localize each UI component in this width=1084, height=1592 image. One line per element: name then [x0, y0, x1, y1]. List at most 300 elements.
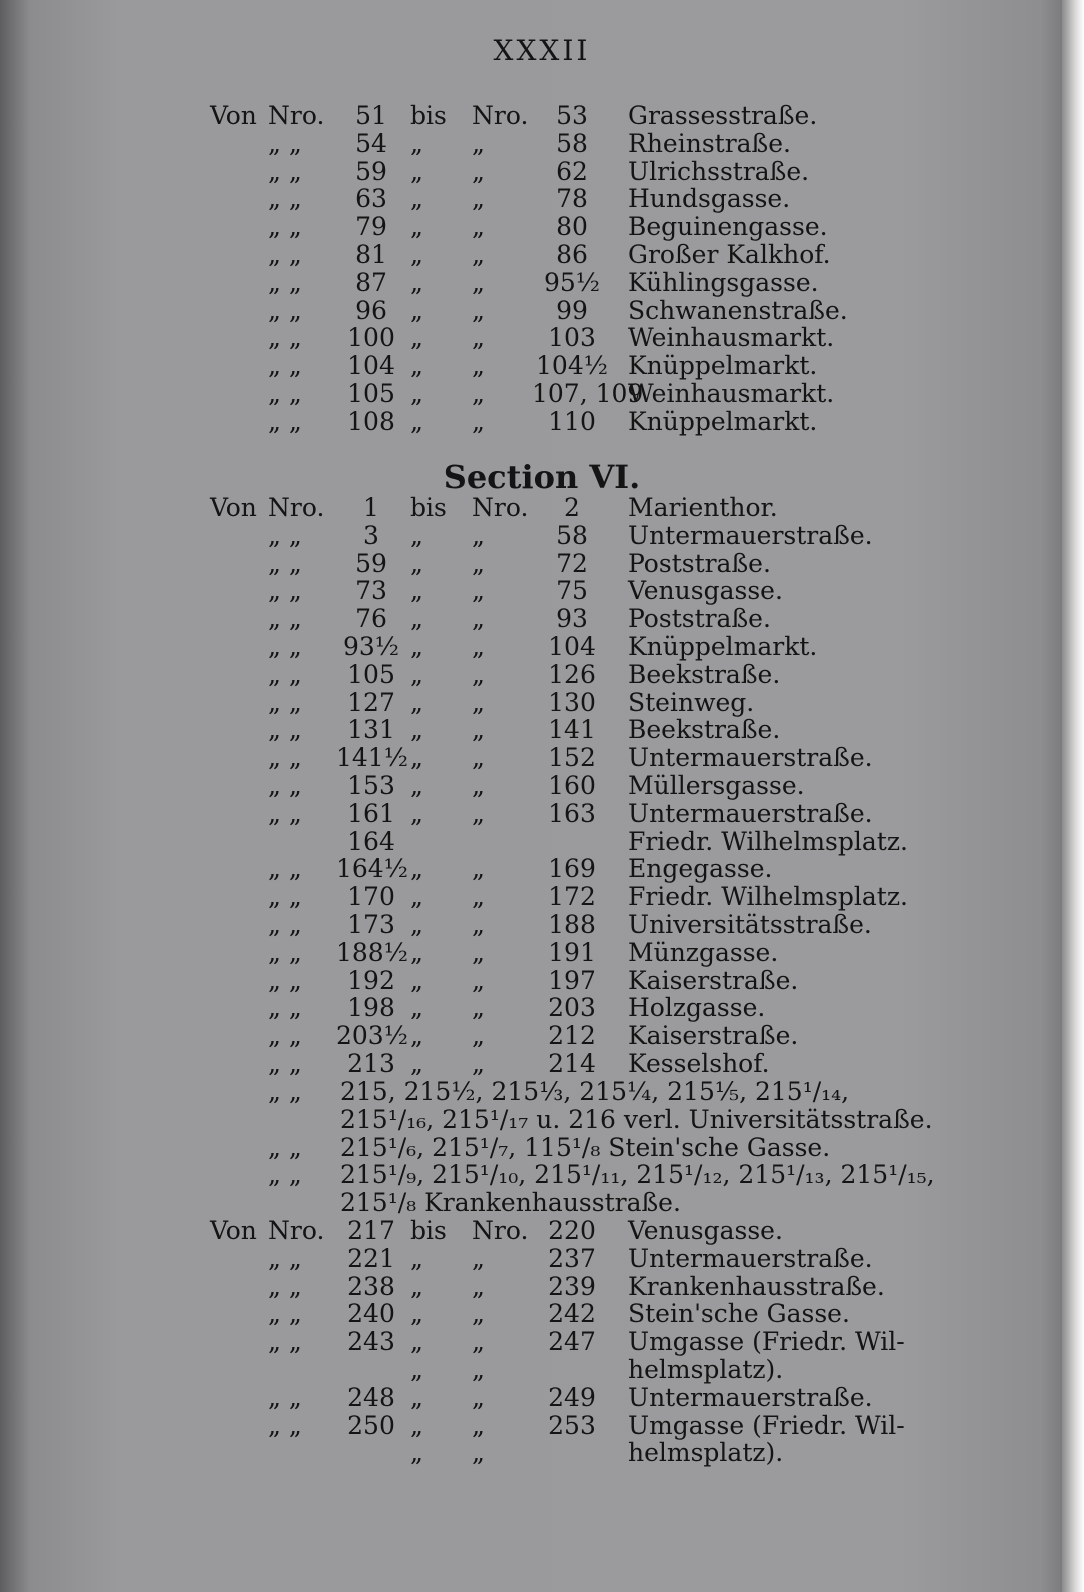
page-number: XXXII — [493, 34, 591, 67]
entry-von: Von — [210, 493, 257, 522]
entry-nro1: „ „ — [268, 604, 302, 634]
entry-bis: „ — [410, 1355, 423, 1384]
entry-bis: „ — [410, 520, 423, 550]
entry-nro2: „ — [472, 882, 485, 912]
entry-name: Beekstraße. — [628, 659, 781, 689]
entry-nro2: „ — [472, 379, 485, 408]
list-item — [0, 158, 1000, 186]
entry-bis: „ — [410, 771, 423, 800]
entry-nro2: „ — [472, 965, 485, 995]
list-item — [0, 800, 1000, 828]
entry-num1: 76 — [355, 604, 387, 634]
entry-name: Venusgasse. — [628, 1216, 783, 1245]
list-item — [0, 967, 1000, 995]
entry-nro2: „ — [472, 1410, 485, 1440]
entry-num1: 198 — [347, 993, 395, 1023]
list-item — [0, 1245, 1000, 1273]
entry-von: Von — [210, 1216, 257, 1245]
entry-num1: 164 — [347, 826, 395, 856]
entry-name: Untermauerstraße. — [628, 743, 873, 773]
entry-num1: 59 — [355, 548, 387, 578]
entry-nro2: Nro. — [472, 493, 529, 522]
entry-num2: 160 — [548, 771, 596, 800]
entry-num2: 103 — [548, 323, 596, 353]
entry-nro1: „ „ — [268, 212, 302, 242]
entry-num1: 3 — [363, 520, 379, 550]
entry-nro2: „ — [472, 240, 485, 269]
list-item — [0, 130, 1000, 158]
entry-bis: „ — [410, 1410, 423, 1440]
entry-num2: 203 — [548, 993, 596, 1023]
entry-bis: „ — [410, 548, 423, 578]
entry-nro2: „ — [472, 715, 485, 745]
entry-bis: „ — [410, 240, 423, 269]
entry-num2: 237 — [548, 1243, 596, 1273]
entry-nro2: „ — [472, 295, 485, 325]
entry-name: helmsplatz). — [628, 1438, 784, 1468]
entry-nro2: „ — [472, 1382, 485, 1412]
entry-bis: „ — [410, 965, 423, 995]
entry-name: Rheinstraße. — [628, 128, 791, 158]
entry-num1: 250 — [347, 1410, 395, 1440]
entry-name: Kesselshof. — [628, 1049, 770, 1078]
list-item — [0, 1356, 1000, 1384]
entry-nro1: „ „ — [268, 882, 302, 912]
entry-num2: 99 — [556, 295, 588, 325]
list-item — [0, 1384, 1000, 1412]
list-item — [0, 1078, 1000, 1106]
entry-nro1: „ „ — [268, 910, 302, 939]
entry-name: Universitätsstraße. — [628, 910, 872, 939]
entry-num2: 249 — [548, 1382, 596, 1412]
list-item — [0, 1328, 1000, 1356]
entry-bis: „ — [410, 632, 423, 661]
list-item — [0, 633, 1000, 661]
list-item — [0, 324, 1000, 352]
entry-nro1: „ „ — [268, 771, 302, 800]
entry-num1: 54 — [355, 128, 387, 158]
entry-num1: 248 — [347, 1382, 395, 1412]
entry-num1: 238 — [347, 1271, 395, 1301]
list-item — [0, 1022, 1000, 1050]
entry-bis: „ — [410, 351, 423, 381]
entry-num1: 51 — [355, 101, 387, 130]
entry-num1: 173 — [347, 910, 395, 939]
entry-name: Poststraße. — [628, 548, 771, 578]
list-item — [0, 1161, 1000, 1189]
entry-bis: bis — [410, 101, 447, 130]
entry-bis: „ — [410, 1382, 423, 1412]
entry-num2: 172 — [548, 882, 596, 912]
entry-nro1: „ „ — [268, 854, 302, 884]
entry-num2: 152 — [548, 743, 596, 773]
list-item — [0, 1300, 1000, 1328]
entry-nro1: Nro. — [268, 101, 325, 130]
entry-bis: „ — [410, 715, 423, 745]
entry-nro2: Nro. — [472, 1216, 529, 1245]
entry-name: Venusgasse. — [628, 576, 783, 606]
list-item — [0, 828, 1000, 856]
entry-bis: „ — [410, 910, 423, 939]
entry-text: 215¹/₆, 215¹/₇, 115¹/₈ Stein'sche Gasse. — [340, 1132, 831, 1162]
entry-num2: 247 — [548, 1327, 596, 1357]
entry-num1: 100 — [347, 323, 395, 353]
entry-num1: 87 — [355, 267, 387, 297]
entry-name: Beguinengasse. — [628, 212, 828, 242]
entry-num2: 220 — [548, 1216, 596, 1245]
entry-nro1: „ „ — [268, 1299, 302, 1329]
entry-nro2: „ — [472, 937, 485, 967]
entry-bis: bis — [410, 1216, 447, 1245]
list-item — [0, 213, 1000, 241]
entry-nro1: „ „ — [268, 548, 302, 578]
entry-bis: „ — [410, 406, 423, 436]
entry-name: Müllersgasse. — [628, 771, 805, 800]
entry-nro1: „ „ — [268, 351, 302, 381]
entry-bis: „ — [410, 604, 423, 634]
list-item — [0, 352, 1000, 380]
entry-nro2: „ — [472, 1271, 485, 1301]
entry-name: Untermauerstraße. — [628, 798, 873, 828]
list-item — [0, 522, 1000, 550]
entry-num2: 75 — [556, 576, 588, 606]
entry-nro1: „ „ — [268, 1382, 302, 1412]
list-item — [0, 911, 1000, 939]
entry-num2: 169 — [548, 854, 596, 884]
entry-name: helmsplatz). — [628, 1355, 784, 1384]
entry-num1: 105 — [347, 659, 395, 689]
entry-num2: 2 — [564, 493, 580, 522]
entry-num1: 170 — [347, 882, 395, 912]
entry-name: Engegasse. — [628, 854, 773, 884]
entry-name: Knüppelmarkt. — [628, 632, 818, 661]
entry-num1: 73 — [355, 576, 387, 606]
entry-name: Beekstraße. — [628, 715, 781, 745]
entry-num1: 153 — [347, 771, 395, 800]
entry-nro1: „ „ — [268, 1243, 302, 1273]
entry-nro2: „ — [472, 604, 485, 634]
entry-num1: 203½ — [336, 1021, 408, 1051]
entry-name: Umgasse (Friedr. Wil- — [628, 1327, 905, 1357]
entry-nro2: „ — [472, 771, 485, 800]
entry-nro1: „ „ — [268, 659, 302, 689]
entry-nro2: „ — [472, 351, 485, 381]
entry-prefix: „ „ — [268, 1077, 302, 1106]
entry-num2: 95½ — [543, 267, 601, 297]
entry-name: Untermauerstraße. — [628, 1243, 873, 1273]
entry-num1: 188½ — [336, 937, 408, 967]
entry-bis: „ — [410, 323, 423, 353]
entry-nro1: „ „ — [268, 267, 302, 297]
entry-nro1: „ „ — [268, 1021, 302, 1051]
entry-name: Friedr. Wilhelmsplatz. — [628, 826, 908, 856]
list-item — [0, 883, 1000, 911]
entry-nro2: „ — [472, 687, 485, 717]
page-edge — [1062, 0, 1084, 1592]
entry-num1: 127 — [347, 687, 395, 717]
entry-num1: 161 — [347, 798, 395, 828]
entry-nro1: „ „ — [268, 632, 302, 661]
entry-name: Poststraße. — [628, 604, 771, 634]
entry-num1: 108 — [347, 406, 395, 436]
list-item — [0, 994, 1000, 1022]
list-item — [0, 716, 1000, 744]
entry-num2: 104 — [548, 632, 596, 661]
entry-name: Steinweg. — [628, 687, 755, 717]
entry-num2: 253 — [548, 1410, 596, 1440]
entry-num1: 104 — [347, 351, 395, 381]
entry-nro2: „ — [472, 1243, 485, 1273]
entry-num2: 126 — [548, 659, 596, 689]
list-item — [0, 1439, 1000, 1467]
list-item — [0, 1134, 1000, 1162]
entry-bis: „ — [410, 212, 423, 242]
entry-nro2: „ — [472, 1021, 485, 1051]
entry-num2: 80 — [556, 212, 588, 242]
entry-name: Knüppelmarkt. — [628, 406, 818, 436]
entry-nro1: „ „ — [268, 520, 302, 550]
entry-bis: „ — [410, 993, 423, 1023]
entry-name: Hundsgasse. — [628, 184, 791, 214]
entry-num1: 141½ — [336, 743, 408, 773]
entry-bis: „ — [410, 295, 423, 325]
entry-text: 215¹/₁₆, 215¹/₁₇ u. 216 verl. Universitätsstraße. — [340, 1104, 933, 1134]
list-item — [0, 772, 1000, 800]
entry-num2: 242 — [548, 1299, 596, 1329]
entry-bis: „ — [410, 854, 423, 884]
entry-nro1: „ „ — [268, 576, 302, 606]
entry-num1: 63 — [355, 184, 387, 214]
entry-bis: „ — [410, 743, 423, 773]
entry-num1: 217 — [347, 1216, 395, 1245]
entry-nro2: „ — [472, 910, 485, 939]
entry-name: Knüppelmarkt. — [628, 351, 818, 381]
entry-nro1: „ „ — [268, 184, 302, 214]
entry-name: Ulrichsstraße. — [628, 156, 810, 186]
list-item — [0, 297, 1000, 325]
entry-num2: 188 — [548, 910, 596, 939]
entry-nro1: „ „ — [268, 406, 302, 436]
entry-name: Krankenhausstraße. — [628, 1271, 885, 1301]
entry-bis: „ — [410, 267, 423, 297]
entry-num1: 221 — [347, 1243, 395, 1273]
list-item — [0, 661, 1000, 689]
entry-name: Friedr. Wilhelmsplatz. — [628, 882, 908, 912]
entry-num1: 131 — [347, 715, 395, 745]
entry-num2: 141 — [548, 715, 596, 745]
entry-bis: „ — [410, 937, 423, 967]
entry-name: Kaiserstraße. — [628, 1021, 799, 1051]
entry-name: Schwanenstraße. — [628, 295, 848, 325]
entry-nro2: „ — [472, 632, 485, 661]
list-item — [0, 380, 1000, 408]
list-item — [0, 744, 1000, 772]
entry-num1: 105 — [347, 379, 395, 408]
entry-nro2: „ — [472, 743, 485, 773]
entry-nro2: „ — [472, 1327, 485, 1357]
entry-num2: 62 — [556, 156, 588, 186]
list-item — [0, 269, 1000, 297]
entry-num2: 191 — [548, 937, 596, 967]
list-item — [0, 550, 1000, 578]
entry-num2: 110 — [548, 406, 596, 436]
entry-von: Von — [210, 101, 257, 130]
entry-num2: 72 — [556, 548, 588, 578]
entry-name: Umgasse (Friedr. Wil- — [628, 1410, 905, 1440]
entry-nro1: „ „ — [268, 295, 302, 325]
entry-num2: 53 — [556, 101, 588, 130]
list-item — [0, 855, 1000, 883]
entry-nro1: „ „ — [268, 743, 302, 773]
list-item — [0, 1050, 1000, 1078]
entry-nro2: „ — [472, 1049, 485, 1078]
entry-bis: „ — [410, 1243, 423, 1273]
entry-nro2: „ — [472, 1438, 485, 1468]
entry-name: Grassesstraße. — [628, 101, 818, 130]
entry-nro1: „ „ — [268, 1410, 302, 1440]
entry-num1: 79 — [355, 212, 387, 242]
entry-num2: 58 — [556, 128, 588, 158]
entry-bis: „ — [410, 379, 423, 408]
list-item — [0, 1106, 1000, 1134]
entry-num1: 59 — [355, 156, 387, 186]
entry-nro2: „ — [472, 798, 485, 828]
entry-nro2: „ — [472, 576, 485, 606]
entry-bis: „ — [410, 687, 423, 717]
entry-name: Weinhausmarkt. — [628, 323, 835, 353]
entry-bis: „ — [410, 798, 423, 828]
list-item — [0, 1412, 1000, 1440]
entry-num2: 163 — [548, 798, 596, 828]
entry-nro2: „ — [472, 184, 485, 214]
entry-num1: 93½ — [342, 632, 400, 661]
entry-nro2: „ — [472, 128, 485, 158]
entry-prefix: „ „ — [268, 1160, 302, 1190]
entry-bis: „ — [410, 184, 423, 214]
entry-nro2: „ — [472, 993, 485, 1023]
entry-num2: 130 — [548, 687, 596, 717]
entry-nro1: Nro. — [268, 493, 325, 522]
entry-name: Weinhausmarkt. — [628, 379, 835, 408]
entry-nro1: „ „ — [268, 156, 302, 186]
entry-nro1: „ „ — [268, 1271, 302, 1301]
list-item — [0, 102, 1000, 130]
entry-nro2: „ — [472, 267, 485, 297]
section-heading: Section VI. — [443, 458, 641, 496]
entry-nro1: „ „ — [268, 687, 302, 717]
entry-bis: „ — [410, 1271, 423, 1301]
entry-nro1: Nro. — [268, 1216, 325, 1245]
entry-num2: 107, 109 — [532, 379, 644, 408]
entry-bis: bis — [410, 493, 447, 522]
entry-bis: „ — [410, 1021, 423, 1051]
entry-num1: 96 — [355, 295, 387, 325]
entry-bis: „ — [410, 1327, 423, 1357]
entry-num1: 192 — [347, 965, 395, 995]
entry-text: 215, 215½, 215⅓, 215¼, 215⅕, 215¹/₁₄, — [340, 1077, 850, 1106]
entry-name: Holzgasse. — [628, 993, 766, 1023]
entry-nro1: „ „ — [268, 965, 302, 995]
entry-bis: „ — [410, 882, 423, 912]
entry-num2: 78 — [556, 184, 588, 214]
entry-nro2: „ — [472, 212, 485, 242]
entry-bis: „ — [410, 1299, 423, 1329]
entry-nro1: „ „ — [268, 128, 302, 158]
entry-num1: 243 — [347, 1327, 395, 1357]
entry-name: Untermauerstraße. — [628, 520, 873, 550]
entry-num1: 1 — [363, 493, 379, 522]
entry-num1: 81 — [355, 240, 387, 269]
entry-nro2: Nro. — [472, 101, 529, 130]
entry-name: Großer Kalkhof. — [628, 240, 831, 269]
entry-nro2: „ — [472, 406, 485, 436]
entry-nro1: „ „ — [268, 798, 302, 828]
entry-nro2: „ — [472, 548, 485, 578]
entry-nro1: „ „ — [268, 993, 302, 1023]
entry-bis: „ — [410, 576, 423, 606]
entry-nro1: „ „ — [268, 715, 302, 745]
list-item — [0, 1189, 1000, 1217]
entry-nro1: „ „ — [268, 240, 302, 269]
entry-num2: 212 — [548, 1021, 596, 1051]
entry-text: 215¹/₉, 215¹/₁₀, 215¹/₁₁, 215¹/₁₂, 215¹/₁₃, 215¹/₁₅, — [340, 1160, 935, 1190]
entry-name: Marienthor. — [628, 493, 778, 522]
list-item — [0, 1217, 1000, 1245]
entry-num1: 240 — [347, 1299, 395, 1329]
entry-nro1: „ „ — [268, 1049, 302, 1078]
entry-nro2: „ — [472, 659, 485, 689]
list-item — [0, 939, 1000, 967]
entry-num2: 58 — [556, 520, 588, 550]
entry-nro2: „ — [472, 854, 485, 884]
list-item — [0, 605, 1000, 633]
entry-num2: 239 — [548, 1271, 596, 1301]
entry-num2: 86 — [556, 240, 588, 269]
entry-num2: 214 — [548, 1049, 596, 1078]
entry-nro2: „ — [472, 156, 485, 186]
entry-nro1: „ „ — [268, 937, 302, 967]
entry-text: 215¹/₈ Krankenhausstraße. — [340, 1188, 681, 1218]
list-item — [0, 577, 1000, 605]
entry-nro2: „ — [472, 323, 485, 353]
entry-nro2: „ — [472, 1355, 485, 1384]
list-item — [0, 689, 1000, 717]
list-item — [0, 1273, 1000, 1301]
entry-bis: „ — [410, 128, 423, 158]
entry-bis: „ — [410, 156, 423, 186]
entry-nro1: „ „ — [268, 323, 302, 353]
entry-bis: „ — [410, 1438, 423, 1468]
entry-bis: „ — [410, 659, 423, 689]
entry-nro1: „ „ — [268, 1327, 302, 1357]
list-item — [0, 494, 1000, 522]
entry-nro2: „ — [472, 520, 485, 550]
entry-name: Stein'sche Gasse. — [628, 1299, 850, 1329]
list-item — [0, 241, 1000, 269]
list-item — [0, 185, 1000, 213]
entry-num2: 104½ — [536, 351, 608, 381]
entry-name: Untermauerstraße. — [628, 1382, 873, 1412]
entry-name: Münzgasse. — [628, 937, 779, 967]
entry-name: Kühlingsgasse. — [628, 267, 819, 297]
entry-num1: 213 — [347, 1049, 395, 1078]
list-item — [0, 408, 1000, 436]
entry-name: Kaiserstraße. — [628, 965, 799, 995]
entry-nro2: „ — [472, 1299, 485, 1329]
entry-num1: 164½ — [336, 854, 408, 884]
entry-prefix: „ „ — [268, 1132, 302, 1162]
entry-bis: „ — [410, 1049, 423, 1078]
